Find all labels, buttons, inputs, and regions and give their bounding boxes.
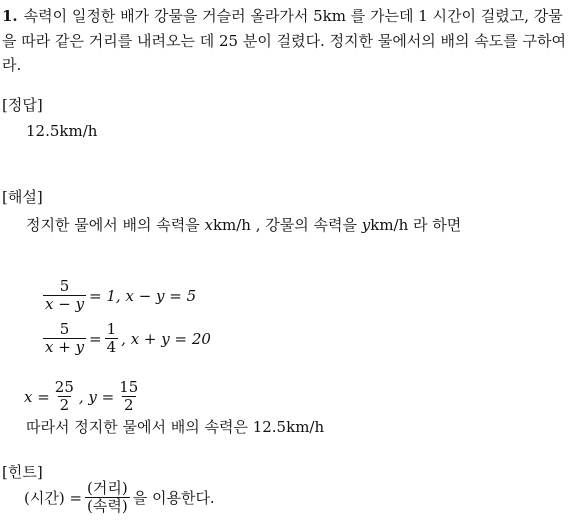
variable-x: x — [204, 216, 213, 234]
problem-statement — [2, 4, 568, 78]
answer-value: 12.5km/h — [26, 122, 98, 140]
conclusion-text: 따라서 정지한 물에서 배의 속력은 12.5km/h — [26, 418, 325, 436]
hint-label: [힌트] — [2, 463, 43, 481]
fraction: $\frac{25}{2}$ — [54, 378, 74, 414]
problem-text: 속력이 일정한 배가 강물을 거슬러 올라가서 5km 를 가는데 1 시간이 걸렸고, 강물을 따라 같은 거리를 내려오는 데 25 분이 걸렸다. 정지한 물에서의 배의 속도를 구하여라. — [2, 7, 567, 74]
explanation-intro: 정지한 물에서 배의 속력을 xkm/h , 강물의 속력을 ykm/h 라 하면 — [26, 216, 462, 234]
variable-y: y — [361, 216, 371, 234]
fraction: $\frac{15}{2}$ — [119, 378, 139, 414]
fraction: $\frac{5}{x - y}$ — [45, 277, 85, 313]
problem-number: 1. — [2, 7, 18, 25]
hint-formula: (시간) = $\frac{\text{(거리)}}{\text{(속력)}}$ 을 이용한다. — [24, 479, 215, 515]
solution-equation: x = $\frac{25}{2}$ , y = $\frac{15}{2}$ — [24, 378, 139, 414]
fraction: $\frac{\text{(거리)}}{\text{(속력)}}$ — [87, 479, 128, 515]
fraction: $\frac{1}{4}$ — [106, 320, 117, 356]
fraction: $\frac{5}{x + y}$ — [45, 320, 85, 356]
explanation-label: [해설] — [2, 188, 43, 206]
answer-label: [정답] — [2, 96, 43, 114]
equation-2: $\frac{5}{x + y}$ = $\frac{1}{4}$ , x + y = 20 — [45, 320, 211, 356]
equation-1: $\frac{5}{x - y}$ = 1, x − y = 5 — [45, 277, 197, 313]
